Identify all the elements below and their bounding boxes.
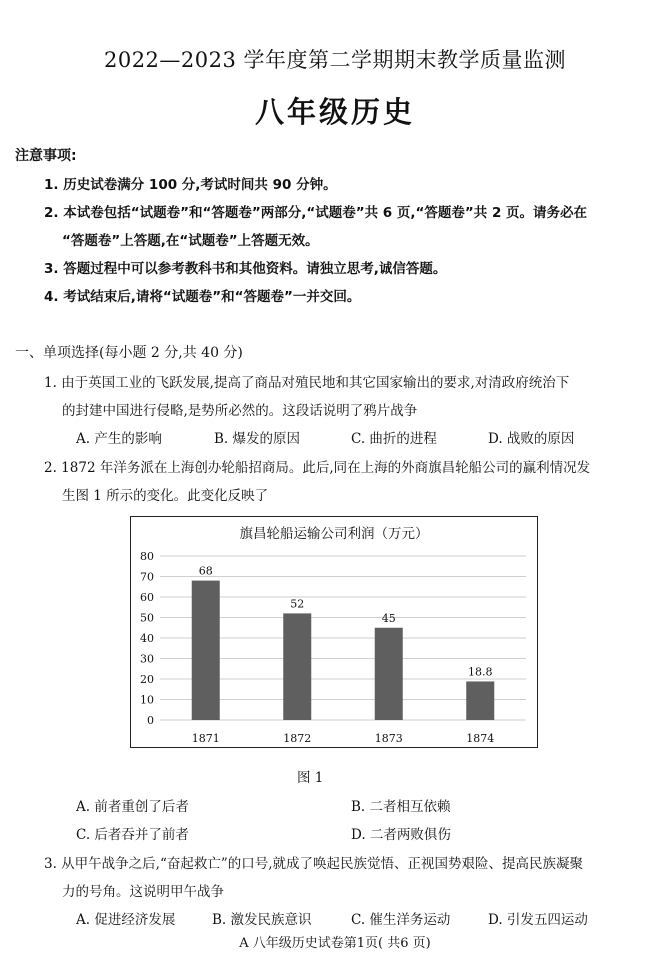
question-2-line-2: 生图 1 所示的变化。此变化反映了 [62,488,269,504]
question-1-line-2: 的封建中国进行侵略,是势所必然的。这段话说明了鸦片战争 [62,403,418,419]
y-tick-label: 50 [140,611,154,625]
bar-value-label: 45 [381,611,396,625]
y-tick-label: 10 [140,693,154,707]
section-heading: 一、单项选择(每小题 2 分,共 40 分) [15,345,243,361]
y-tick-label: 60 [140,591,154,604]
note-item-4: 4. 考试结束后,请将“试题卷”和“答题卷”一并交回。 [44,289,361,305]
y-tick-label: 20 [140,673,154,686]
q3-option-a[interactable]: A. 促进经济发展 [76,912,176,928]
chart-title: 旗昌轮船运输公司利润（万元） [239,526,429,542]
y-tick-label: 80 [140,550,154,563]
question-3-line-2: 力的号角。这说明甲午战争 [62,884,224,900]
page-footer: A 八年级历史试卷第1页( 共6 页) [239,936,431,951]
note-item-2-cont: “答题卷”上答题,在“试题卷”上答题无效。 [62,233,319,249]
bar-value-label: 18.8 [468,665,493,679]
q1-option-b[interactable]: B. 爆发的原因 [214,431,301,447]
q1-option-d[interactable]: D. 战败的原因 [488,431,575,447]
q2-option-a[interactable]: A. 前者重创了后者 [76,799,189,815]
q1-option-a[interactable]: A. 产生的影响 [76,431,162,447]
chart-y-ticks [140,550,154,727]
x-tick-label: 1873 [374,732,403,745]
y-tick-label: 0 [147,714,154,727]
note-item-2: 2. 本试卷包括“试题卷”和“答题卷”两部分,“试题卷”共 6 页,“答题卷”共 2 页。请务必在 [44,205,588,221]
q2-option-d[interactable]: D. 二者两败俱伤 [351,827,451,843]
note-item-1: 1. 历史试卷满分 100 分,考试时间共 90 分钟。 [44,177,337,193]
q3-option-c[interactable]: C. 催生洋务运动 [351,912,451,928]
note-item-3: 3. 答题过程中可以参考教科书和其他资料。请独立思考,诚信答题。 [44,261,447,277]
bar-1873 [375,628,403,720]
bar-1872 [283,613,311,720]
bar-1874 [466,681,494,720]
figure-caption: 图 1 [297,770,324,786]
q2-option-b[interactable]: B. 二者相互依赖 [351,799,451,815]
bar-1871 [192,581,220,720]
subject-title: 八年级历史 [254,95,415,129]
bar-value-label: 68 [198,564,213,578]
y-tick-label: 30 [140,652,154,666]
y-tick-label: 40 [140,632,154,645]
y-tick-label: 70 [140,570,154,584]
question-2-line-1: 2. 1872 年洋务派在上海创办轮船招商局。此后,同在上海的外商旗昌轮船公司的赢利情况发 [44,460,591,476]
q1-option-c[interactable]: C. 曲折的进程 [351,431,437,447]
x-tick-label: 1872 [283,732,312,745]
q3-option-d[interactable]: D. 引发五四运动 [488,912,588,928]
x-tick-label: 1871 [191,732,220,745]
notes-heading: 注意事项: [15,148,77,164]
profit-bar-chart [130,516,538,748]
q2-option-c[interactable]: C. 后者吞并了前者 [76,827,189,843]
exam-title: 2022—2023 学年度第二学期期末教学质量监测 [103,48,567,72]
question-3-line-1: 3. 从甲午战争之后,“奋起救亡”的口号,就成了唤起民族觉悟、正视国势艰险、提高民族凝聚 [44,856,584,872]
question-1-line-1: 1. 由于英国工业的飞跃发展,提高了商品对殖民地和其它国家输出的要求,对清政府统治下 [44,375,570,391]
q3-option-b[interactable]: B. 激发民族意识 [212,912,312,928]
x-tick-label: 1874 [466,732,495,745]
bar-value-label: 52 [290,597,305,611]
